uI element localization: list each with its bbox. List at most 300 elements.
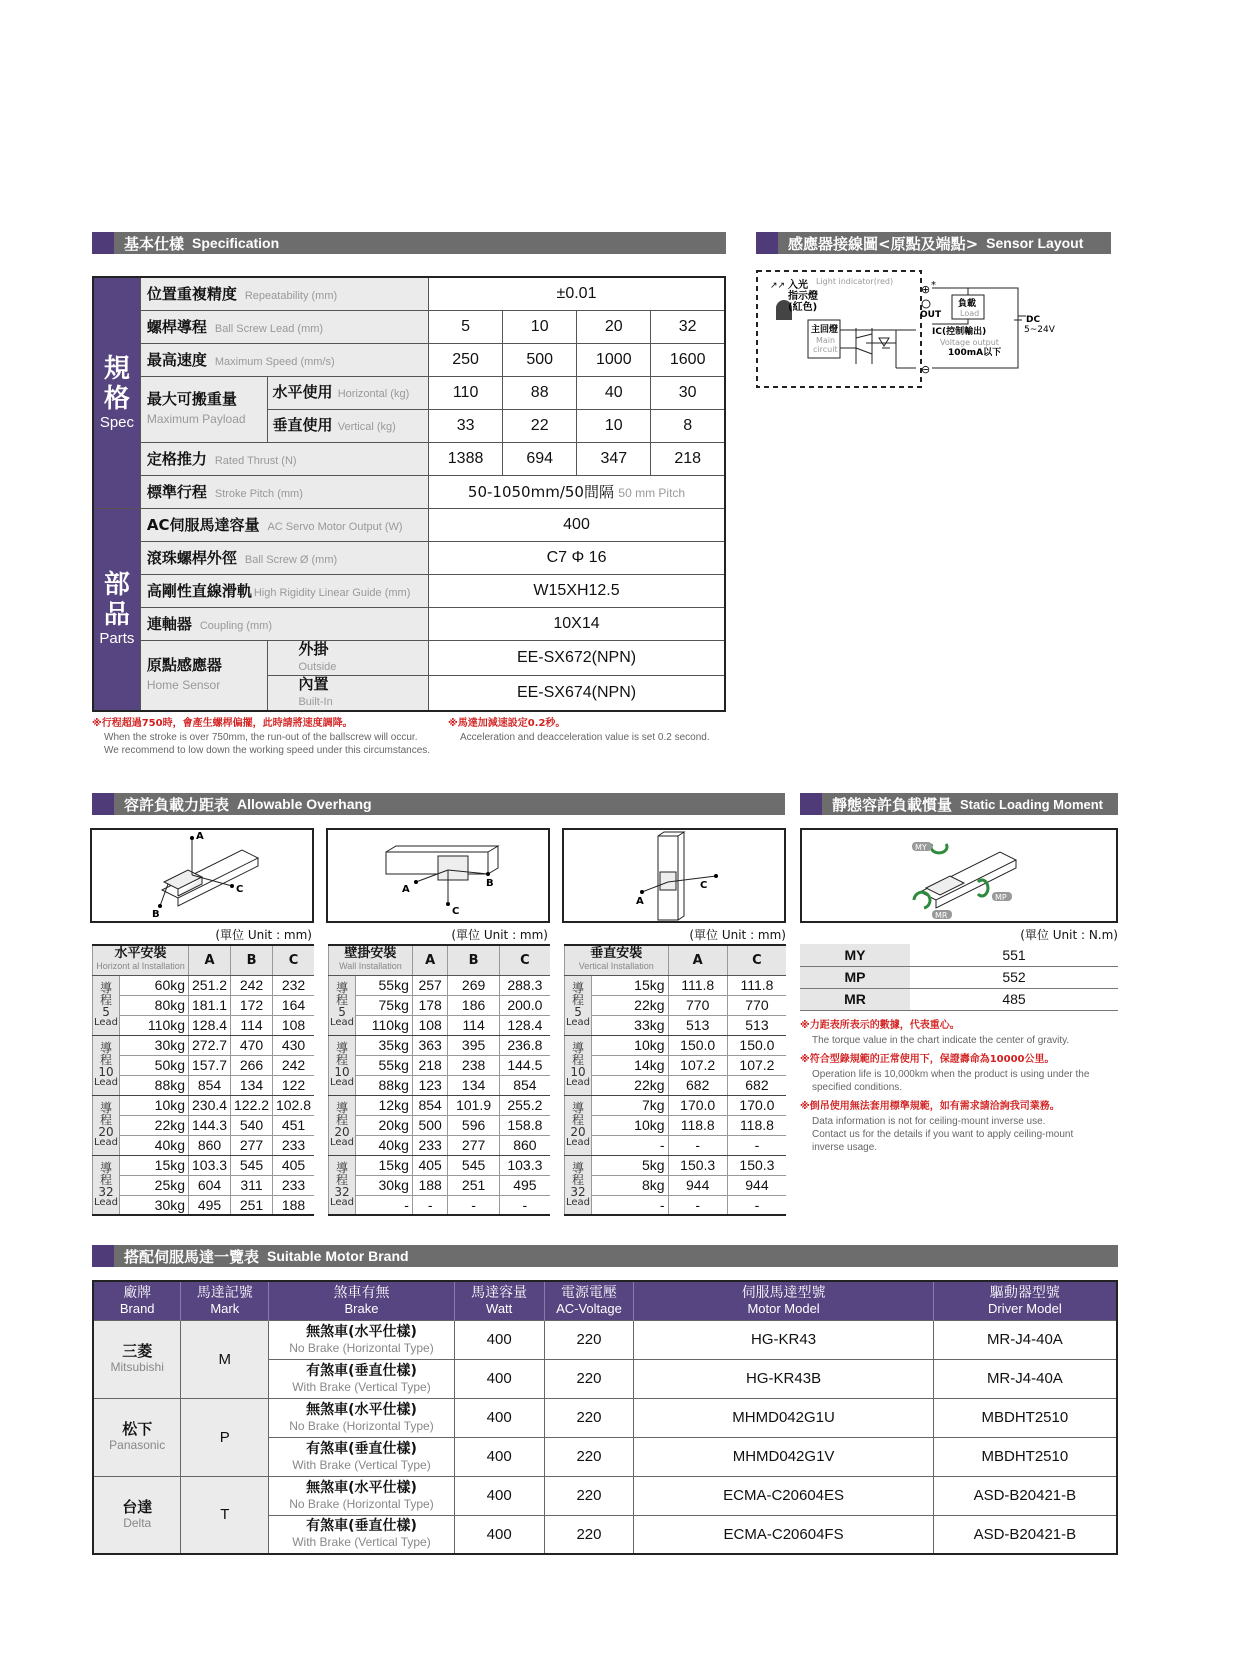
note-en: inverse usage. xyxy=(812,1142,878,1153)
overhang-value: 134 xyxy=(448,1075,499,1095)
table-row xyxy=(93,1398,1117,1437)
thrust-value: 694 xyxy=(503,442,577,475)
overhang-value: 238 xyxy=(448,1055,499,1075)
overhang-value: 451 xyxy=(273,1115,314,1135)
mark-cell: P xyxy=(181,1398,269,1476)
motor-section-header xyxy=(92,1245,1118,1267)
overhang-value: 682 xyxy=(727,1075,786,1095)
moment-drawing xyxy=(802,830,1116,921)
sensor-section-header xyxy=(756,232,1111,254)
voltage-output-label: Voltage output xyxy=(940,338,999,347)
mp-label: MP xyxy=(995,893,1007,902)
column-header: C xyxy=(499,945,550,975)
lead-word: 程 xyxy=(100,993,113,1007)
lead-word: 程 xyxy=(572,1053,585,1067)
spec-section-header xyxy=(92,232,726,254)
overhang-value: 266 xyxy=(231,1055,273,1075)
overhang-value: 545 xyxy=(448,1155,499,1175)
column-header xyxy=(454,1281,544,1320)
overhang-value: 172 xyxy=(231,995,273,1015)
lead-word-en: Lead xyxy=(330,1137,355,1148)
table-row xyxy=(329,1055,551,1075)
lead-word: 導 xyxy=(572,1160,585,1175)
driver-model-cell: MR-J4-40A xyxy=(933,1320,1117,1359)
lead-word-en: Lead xyxy=(566,1077,591,1088)
load-weight: 14kg xyxy=(592,1055,668,1075)
overhang-value: 118.8 xyxy=(668,1115,727,1135)
axis-b-label: B xyxy=(486,878,494,889)
overhang-value: 944 xyxy=(727,1175,786,1195)
column-header xyxy=(634,1281,933,1320)
overhang-value: 170.0 xyxy=(727,1095,786,1115)
star-mark: * xyxy=(931,280,936,291)
brand-zh: 松下 xyxy=(122,1420,153,1438)
horizontal-overhang-table xyxy=(92,944,314,1216)
stroke-value-main: 50-1050mm/50間隔 xyxy=(467,483,614,501)
indicator-label: 指示燈 xyxy=(788,291,818,302)
mount-title xyxy=(565,945,669,975)
brand-cell xyxy=(93,1320,181,1398)
voltage-cell: 220 xyxy=(544,1320,634,1359)
label-zh: 標準行程 xyxy=(146,483,207,501)
table-row xyxy=(93,640,725,675)
red-label: (紅色) xyxy=(788,302,818,313)
axis-c-label: C xyxy=(236,884,244,895)
table-row xyxy=(93,277,725,310)
brand-zh: 台達 xyxy=(122,1497,153,1516)
lead-value: 5 xyxy=(102,1005,110,1019)
motor-model-cell: HG-KR43 xyxy=(634,1320,933,1359)
mount-title-zh: 壁掛安裝 xyxy=(344,946,397,962)
lead-label xyxy=(140,310,428,343)
motor-value: 400 xyxy=(429,508,725,541)
overhang-value: 596 xyxy=(448,1115,499,1135)
light-en-label: Light indicator(red) xyxy=(816,277,894,286)
label-zh: 最大可搬重量 xyxy=(146,390,237,408)
column-header-en: Watt xyxy=(486,1300,513,1316)
stroke-value-en: 50 mm Pitch xyxy=(618,486,686,500)
label-en: Repeatability (mm) xyxy=(244,290,338,303)
label-en: Vertical (kg) xyxy=(337,420,396,433)
lead-word: 程 xyxy=(572,1172,585,1187)
parts-group-zh: 部品 xyxy=(103,570,130,630)
brand-zh: 三菱 xyxy=(122,1342,153,1360)
thrust-label xyxy=(140,442,428,475)
wall-overhang-table xyxy=(328,944,550,1216)
table-row xyxy=(565,1155,787,1175)
lead-word: 導 xyxy=(100,981,113,995)
overhang-value: 218 xyxy=(412,1055,448,1075)
column-header-zh: 馬達容量 xyxy=(471,1284,528,1301)
overhang-value: 682 xyxy=(668,1075,727,1095)
column-header-zh: 電源電壓 xyxy=(560,1284,617,1301)
overhang-section-header xyxy=(92,793,785,815)
brake-en: No Brake (Horizontal Type) xyxy=(289,1340,434,1355)
spec-header-en: Specification xyxy=(192,235,280,251)
mount-title-zh: 垂直安裝 xyxy=(590,946,643,962)
sensor-builtin-value: EE-SX674(NPN) xyxy=(429,675,725,711)
lead-word-en: Lead xyxy=(566,1137,591,1148)
overhang-value: 107.2 xyxy=(668,1055,727,1075)
watt-cell: 400 xyxy=(454,1398,544,1437)
overhang-value: 495 xyxy=(499,1175,550,1195)
overhang-value: 395 xyxy=(448,1035,499,1055)
table-row xyxy=(93,1195,315,1215)
overhang-value: 150.3 xyxy=(668,1155,727,1175)
my-arrow-icon xyxy=(931,844,947,853)
brake-zh: 無煞車(水平仕樣) xyxy=(306,1323,417,1340)
load-weight: 88kg xyxy=(356,1075,413,1095)
overhang-value: 123 xyxy=(412,1075,448,1095)
mark-cell: T xyxy=(181,1476,269,1554)
overhang-value: 233 xyxy=(273,1135,314,1155)
table-row xyxy=(93,1075,315,1095)
voltage-cell: 220 xyxy=(544,1476,634,1515)
lead-word-en: Lead xyxy=(330,1077,355,1088)
mount-title xyxy=(93,945,189,975)
mark-cell: M xyxy=(181,1320,269,1398)
overhang-value: 251 xyxy=(231,1195,273,1215)
brake-zh: 有煞車(垂直仕樣) xyxy=(306,1440,417,1457)
watt-cell: 400 xyxy=(454,1515,544,1554)
overhang-value: 111.8 xyxy=(727,975,786,995)
label-en: Stroke Pitch (mm) xyxy=(214,488,303,500)
lead-word: 導 xyxy=(336,1160,349,1175)
table-row xyxy=(565,1055,787,1075)
main-en-label: Main xyxy=(816,336,836,345)
lead-value: 5 xyxy=(429,310,503,343)
table-row xyxy=(329,1195,551,1215)
label-en: Outside xyxy=(298,660,337,673)
mr-label: MR xyxy=(935,911,948,920)
brand-en: Mitsubishi xyxy=(110,1360,164,1374)
lead-cell xyxy=(329,1035,356,1095)
mount-title-en: Horizont al Installation xyxy=(96,961,185,972)
overhang-value: 232 xyxy=(273,975,314,995)
payload-horizontal-value: 30 xyxy=(651,376,725,409)
main-label: 主回燈 xyxy=(811,325,839,335)
axis-a-label: A xyxy=(196,831,204,842)
table-row xyxy=(93,1476,1117,1515)
overhang-value: 495 xyxy=(189,1195,231,1215)
lead-word: 導 xyxy=(572,1041,585,1055)
lead-value: 32 xyxy=(570,1184,586,1199)
moment-key: MP xyxy=(800,966,910,988)
table-row xyxy=(329,1015,551,1035)
moment-value: 485 xyxy=(910,988,1118,1010)
column-header: A xyxy=(668,945,727,975)
header-accent xyxy=(756,232,778,254)
lead-cell xyxy=(565,1095,592,1155)
table-row xyxy=(93,541,725,574)
table-row xyxy=(93,343,725,376)
note-en: The torque value in the chart indicate the center of gravity. xyxy=(812,1035,1070,1046)
overhang-value: 277 xyxy=(231,1135,273,1155)
overhang-value: 188 xyxy=(273,1195,314,1215)
table-row xyxy=(565,1195,787,1215)
sensor-outside-label xyxy=(268,640,429,675)
note-zh: ※符合型錄規範的正常使用下，保證壽命為10000公里。 xyxy=(800,1054,1055,1065)
overhang-value: 236.8 xyxy=(499,1035,550,1055)
ic-label: IC(控制輸出) xyxy=(932,327,987,337)
overhang-value: 200.0 xyxy=(499,995,550,1015)
axis-c-label: C xyxy=(452,906,460,917)
lead-value: 20 xyxy=(98,1125,114,1139)
spec-note-2 xyxy=(448,714,748,744)
lead-word: 程 xyxy=(572,1113,585,1127)
horizontal-mount-drawing xyxy=(92,830,312,921)
sensor-header-en: Sensor Layout xyxy=(986,235,1084,251)
load-weight: 20kg xyxy=(356,1115,413,1135)
lead-value: 10 xyxy=(570,1065,586,1079)
overhang-value: 860 xyxy=(499,1135,550,1155)
overhang-value: 144.5 xyxy=(499,1055,550,1075)
overhang-value: 405 xyxy=(412,1155,448,1175)
note-en: Contact us for the details if you want to apply ceiling-mount xyxy=(812,1129,1074,1140)
driver-model-cell: ASD-B20421-B xyxy=(933,1476,1117,1515)
overhang-value: 108 xyxy=(273,1015,314,1035)
lead-value: 32 xyxy=(651,310,725,343)
load-en-label: Load xyxy=(960,309,980,318)
payload-vertical-value: 22 xyxy=(503,409,577,442)
header-accent xyxy=(92,1245,114,1267)
axis-b-label: B xyxy=(152,909,160,920)
main-en-label: circuit xyxy=(813,345,838,354)
watt-cell: 400 xyxy=(454,1359,544,1398)
brake-cell xyxy=(269,1398,455,1437)
plus-terminal: ⊕ xyxy=(921,283,931,296)
load-weight: 10kg xyxy=(592,1035,668,1055)
brake-en: No Brake (Horizontal Type) xyxy=(289,1496,434,1511)
overhang-value: 118.8 xyxy=(727,1115,786,1135)
motor-model-cell: MHMD042G1U xyxy=(634,1398,933,1437)
overhang-value: 158.8 xyxy=(499,1115,550,1135)
overhang-value: 157.7 xyxy=(189,1055,231,1075)
lead-value: 20 xyxy=(334,1125,350,1139)
dc-label: DC xyxy=(1026,315,1041,325)
overhang-value: 311 xyxy=(231,1175,273,1195)
wall-mount-diagram xyxy=(326,828,550,923)
label-zh: 位置重複精度 xyxy=(146,285,237,304)
load-weight: 25kg xyxy=(120,1175,189,1195)
load-weight: 110kg xyxy=(356,1015,413,1035)
label-zh: 螺桿導程 xyxy=(146,318,207,336)
table-row xyxy=(565,1015,787,1035)
spec-group-cell xyxy=(93,277,140,508)
column-header-en: Driver Model xyxy=(988,1300,1062,1316)
column-header-en: Brake xyxy=(344,1300,379,1316)
load-weight: 33kg xyxy=(592,1015,668,1035)
overhang-value: 470 xyxy=(231,1035,273,1055)
sensor-header-zh: 感應器接線圖<原點及端點> xyxy=(788,234,979,253)
load-weight: - xyxy=(592,1135,668,1155)
driver-model-cell: ASD-B20421-B xyxy=(933,1515,1117,1554)
header-accent xyxy=(92,793,114,815)
coupling-value: 10X14 xyxy=(429,607,725,640)
header-accent xyxy=(92,232,114,254)
lead-word: 導 xyxy=(100,1101,113,1115)
overhang-value: - xyxy=(499,1195,550,1215)
table-row xyxy=(93,574,725,607)
mount-title-zh: 水平安裝 xyxy=(114,946,167,962)
moment-value: 551 xyxy=(910,944,1118,966)
lead-value: 32 xyxy=(98,1184,114,1199)
payload-vertical-value: 10 xyxy=(577,409,651,442)
lead-word: 導 xyxy=(100,1160,113,1175)
label-en: High Rigidity Linear Guide (mm) xyxy=(253,587,411,599)
label-en: Home Sensor xyxy=(146,678,221,692)
label-zh: 滾珠螺桿外徑 xyxy=(146,549,237,567)
overhang-value: 170.0 xyxy=(668,1095,727,1115)
column-header xyxy=(181,1281,269,1320)
table-header-row xyxy=(93,945,315,975)
load-weight: 12kg xyxy=(356,1095,413,1115)
overhang-header-en: Allowable Overhang xyxy=(237,796,372,812)
speed-value: 500 xyxy=(503,343,577,376)
overhang-value: 114 xyxy=(231,1015,273,1035)
overhang-value: 188 xyxy=(412,1175,448,1195)
moment-key: MR xyxy=(800,988,910,1010)
lead-value: 10 xyxy=(503,310,577,343)
label-zh: 垂直使用 xyxy=(272,415,333,434)
load-weight: 15kg xyxy=(356,1155,413,1175)
lead-word: 導 xyxy=(100,1041,113,1055)
brake-en: With Brake (Vertical Type) xyxy=(292,1379,431,1394)
lead-word-en: Lead xyxy=(330,1017,355,1028)
column-header-en: AC-Voltage xyxy=(556,1300,622,1316)
thrust-value: 347 xyxy=(577,442,651,475)
table-row xyxy=(93,1095,315,1115)
overhang-value: - xyxy=(668,1195,727,1215)
overhang-value: 150.0 xyxy=(727,1035,786,1055)
column-header: A xyxy=(189,945,231,975)
voltage-cell: 220 xyxy=(544,1398,634,1437)
lead-word: 導 xyxy=(336,1101,349,1115)
load-weight: 30kg xyxy=(120,1195,189,1215)
overhang-value: 854 xyxy=(499,1075,550,1095)
brand-cell xyxy=(93,1476,181,1554)
unit-label: (單位 Unit : N.m) xyxy=(1020,928,1118,942)
speed-value: 250 xyxy=(429,343,503,376)
motor-table xyxy=(92,1280,1118,1555)
lead-word: 程 xyxy=(572,993,585,1007)
table-row xyxy=(565,975,787,995)
motor-header-zh: 搭配伺服馬達一覽表 xyxy=(124,1247,260,1266)
spec-header-zh: 基本仕樣 xyxy=(124,234,185,253)
moment-header-en: Static Loading Moment xyxy=(960,796,1104,812)
note-zh: ※行程超過750時，會產生螺桿偏擺，此時請將速度調降。 xyxy=(92,718,353,729)
lead-word-en: Lead xyxy=(330,1196,355,1208)
overhang-value: 363 xyxy=(412,1035,448,1055)
table-row xyxy=(93,1175,315,1195)
load-terminal-icon xyxy=(922,300,930,308)
table-row xyxy=(329,1075,551,1095)
table-row xyxy=(565,1095,787,1115)
lead-cell xyxy=(329,975,356,1035)
driver-model-cell: MBDHT2510 xyxy=(933,1398,1117,1437)
load-weight: 8kg xyxy=(592,1175,668,1195)
brake-cell xyxy=(269,1476,455,1515)
table-row xyxy=(93,310,725,343)
ma-label: 100mA以下 xyxy=(948,348,1002,358)
lead-word-en: Lead xyxy=(94,1077,119,1088)
vertical-mount-drawing xyxy=(564,830,784,921)
brake-cell xyxy=(269,1515,455,1554)
overhang-value: 178 xyxy=(412,995,448,1015)
speed-value: 1600 xyxy=(651,343,725,376)
axis-a-label: A xyxy=(402,884,410,895)
overhang-value: 114 xyxy=(448,1015,499,1035)
overhang-value: - xyxy=(668,1135,727,1155)
payload-vertical-value: 33 xyxy=(429,409,503,442)
load-weight: 88kg xyxy=(120,1075,189,1095)
note-en: Acceleration and deacceleration value is set 0.2 second. xyxy=(460,732,710,743)
overhang-value: 102.8 xyxy=(273,1095,314,1115)
lead-cell xyxy=(93,975,120,1035)
label-zh: 水平使用 xyxy=(272,382,333,401)
table-row xyxy=(329,1095,551,1115)
overhang-value: 150.3 xyxy=(727,1155,786,1175)
load-weight: 22kg xyxy=(592,1075,668,1095)
motor-model-cell: ECMA-C20604FS xyxy=(634,1515,933,1554)
overhang-value: 860 xyxy=(189,1135,231,1155)
arrow-icon: ↗↗ xyxy=(770,281,786,291)
watt-cell: 400 xyxy=(454,1476,544,1515)
column-header-zh: 馬達記號 xyxy=(196,1284,253,1301)
note-zh: ※馬達加減速設定0.2秒。 xyxy=(448,718,566,729)
table-row xyxy=(329,1135,551,1155)
note-en: Data information is not for ceiling-mount inverse use. xyxy=(812,1116,1046,1127)
sensor-wiring-diagram xyxy=(756,268,1126,394)
table-header-row xyxy=(329,945,551,975)
overhang-value: - xyxy=(412,1195,448,1215)
column-header: C xyxy=(273,945,314,975)
driver-model-cell: MR-J4-40A xyxy=(933,1359,1117,1398)
overhang-value: 257 xyxy=(412,975,448,995)
note-en: We recommend to low down the working speed under this circumstances. xyxy=(104,745,431,756)
wall-mount-drawing xyxy=(328,830,548,921)
load-weight: 55kg xyxy=(356,1055,413,1075)
mount-title-en: Wall Installation xyxy=(339,961,402,972)
column-header-en: Brand xyxy=(119,1300,155,1316)
load-weight: 7kg xyxy=(592,1095,668,1115)
circuit-wires xyxy=(840,328,916,368)
overhang-value: 277 xyxy=(448,1135,499,1155)
load-weight: 75kg xyxy=(356,995,413,1015)
load-weight: 15kg xyxy=(120,1155,189,1175)
lead-word: 程 xyxy=(336,1053,349,1067)
watt-cell: 400 xyxy=(454,1320,544,1359)
load-weight: 22kg xyxy=(120,1115,189,1135)
parts-group-cell xyxy=(93,508,140,711)
lead-word: 導 xyxy=(336,981,349,995)
brake-cell xyxy=(269,1437,455,1476)
motor-model-cell: MHMD042G1V xyxy=(634,1437,933,1476)
mount-title xyxy=(329,945,413,975)
column-header xyxy=(269,1281,455,1320)
table-row xyxy=(93,975,315,995)
motor-model-cell: ECMA-C20604ES xyxy=(634,1476,933,1515)
table-row xyxy=(93,442,725,475)
brake-cell xyxy=(269,1359,455,1398)
label-zh: 外掛 xyxy=(298,639,329,658)
lead-word: 導 xyxy=(572,981,585,995)
table-row xyxy=(800,944,1118,966)
lead-cell xyxy=(329,1155,356,1215)
brake-en: With Brake (Vertical Type) xyxy=(292,1535,431,1550)
mr-arrow-icon xyxy=(914,892,930,908)
table-row xyxy=(329,1155,551,1175)
